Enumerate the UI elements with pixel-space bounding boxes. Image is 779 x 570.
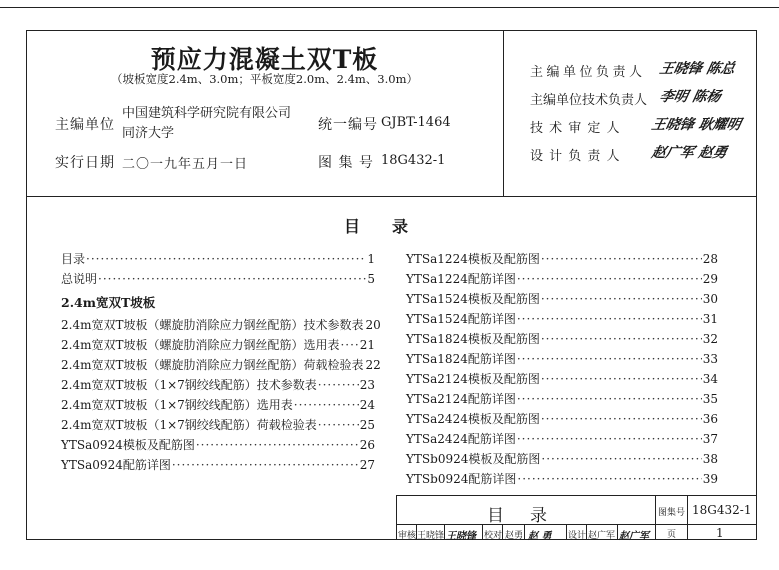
toc-entry: 2.4m宽双T坡板（螺旋肋消除应力钢丝配筋）技术参数表 20 (61, 318, 381, 332)
toc-entry: YTSa2124模板及配筋图 ····· 34 (406, 370, 718, 388)
toc-entry: YTSa0924模板及配筋图 ····· 26 (61, 436, 375, 454)
date-value: 二〇一九年五月一日 (122, 157, 249, 172)
toc-entry: 2.4m宽双T坡板（1×7钢绞线配筋）选用表 ····· 24 (61, 396, 375, 414)
toc-entry: 2.4m宽双T坡板（螺旋肋消除应力钢丝配筋）选用表 ····· 21 (61, 336, 375, 354)
atlas-label: 图 集 号 (318, 155, 374, 171)
drawing-name: 目录 (487, 506, 573, 526)
title-block-divider (482, 524, 483, 540)
toc-entry: YTSa2124配筋详图 ····· 35 (406, 390, 718, 408)
header-vertical-separator (503, 30, 504, 196)
atlas-value: 18G432-1 (381, 153, 446, 168)
title-block-atlas-value: 18G432-1 (692, 503, 752, 517)
header-separator (26, 196, 757, 197)
top-rule (0, 7, 779, 8)
design-name: 赵广军 (588, 531, 616, 541)
toc-section-heading: 2.4m宽双T坡板 (61, 295, 156, 310)
toc-entry: YTSa1524模板及配筋图 ····· 30 (406, 290, 718, 308)
title-block-divider (524, 524, 525, 540)
signature-tech-chief: 李明 陈杨 (658, 89, 723, 105)
role-design-lead: 设 计 负 责 人 (530, 149, 621, 164)
title-block-divider (586, 524, 587, 540)
editor-unit-2: 同济大学 (122, 126, 175, 141)
toc-entry: YTSb0924模板及配筋图 ····· 38 (406, 450, 718, 468)
title-block-page-label: 页 (667, 530, 677, 540)
title-block-page-value: 1 (716, 526, 724, 540)
toc-entry: 目录 ····· 1 (61, 250, 375, 268)
toc-entry: 总说明 ····· 5 (61, 270, 375, 288)
review-signature: 王晓锋 (446, 531, 476, 542)
signature-reviewer: 王晓锋 耿耀明 (650, 117, 743, 133)
title-block-row-divider (396, 524, 757, 525)
toc-entry: YTSa2424配筋详图 ····· 37 (406, 430, 718, 448)
title-block-divider (687, 495, 688, 540)
title-block-divider (444, 524, 445, 540)
role-reviewer: 技 术 审 定 人 (530, 121, 621, 136)
toc-entry: YTSa1824模板及配筋图 ····· 32 (406, 330, 718, 348)
design-signature: 赵广军 (619, 531, 649, 542)
role-tech-chief: 主编单位技术负责人 (530, 93, 648, 108)
toc-entry: YTSa1524配筋详图 ····· 31 (406, 310, 718, 328)
review-label: 审核 (398, 531, 417, 541)
check-name: 赵勇 (505, 531, 524, 541)
role-chief-editor: 主编单位负责人 (530, 65, 646, 80)
toc-entry: YTSa1824配筋详图 ····· 33 (406, 350, 718, 368)
check-signature: 赵 勇 (528, 531, 552, 542)
toc-entry: YTSa1224模板及配筋图 ····· 28 (406, 250, 718, 268)
document-subtitle: （坡板宽度2.4m、3.0m；平板宽度2.0m、2.4m、3.0m） (111, 72, 418, 86)
date-label: 实行日期 (55, 155, 115, 171)
toc-entry: 2.4m宽双T坡板（螺旋肋消除应力钢丝配筋）荷载检验表 22 (61, 358, 381, 372)
title-block-divider (617, 524, 618, 540)
document-title: 预应力混凝土双T板 (150, 45, 379, 74)
toc-entry: YTSa2424模板及配筋图 ····· 36 (406, 410, 718, 428)
code-value: GJBT-1464 (381, 115, 451, 130)
signature-design-lead: 赵广军 赵勇 (650, 145, 729, 161)
editor-unit-1: 中国建筑科学研究院有限公司 (122, 106, 292, 121)
design-label: 设计 (568, 531, 587, 541)
editor-label: 主编单位 (55, 117, 115, 133)
toc-entry: 2.4m宽双T坡板（1×7钢绞线配筋）技术参数表 ····· 23 (61, 376, 375, 394)
check-label: 校对 (484, 531, 503, 541)
toc-entry: YTSa0924配筋详图 ····· 27 (61, 456, 375, 474)
title-block-atlas-label: 图集号 (658, 508, 686, 518)
review-name: 王晓锋 (417, 531, 445, 541)
toc-entry: YTSb0924配筋详图 ····· 39 (406, 470, 718, 488)
code-label: 统一编号 (318, 117, 378, 133)
signature-chief-editor: 王晓锋 陈总 (658, 61, 737, 77)
toc-entry: YTSa1224配筋详图 ····· 29 (406, 270, 718, 288)
title-block-divider (502, 524, 503, 540)
title-block-divider (655, 495, 656, 540)
toc-title: 目 录 (344, 217, 409, 236)
title-block-divider (566, 524, 567, 540)
toc-entry: 2.4m宽双T坡板（1×7钢绞线配筋）荷载检验表 ····· 25 (61, 416, 375, 434)
